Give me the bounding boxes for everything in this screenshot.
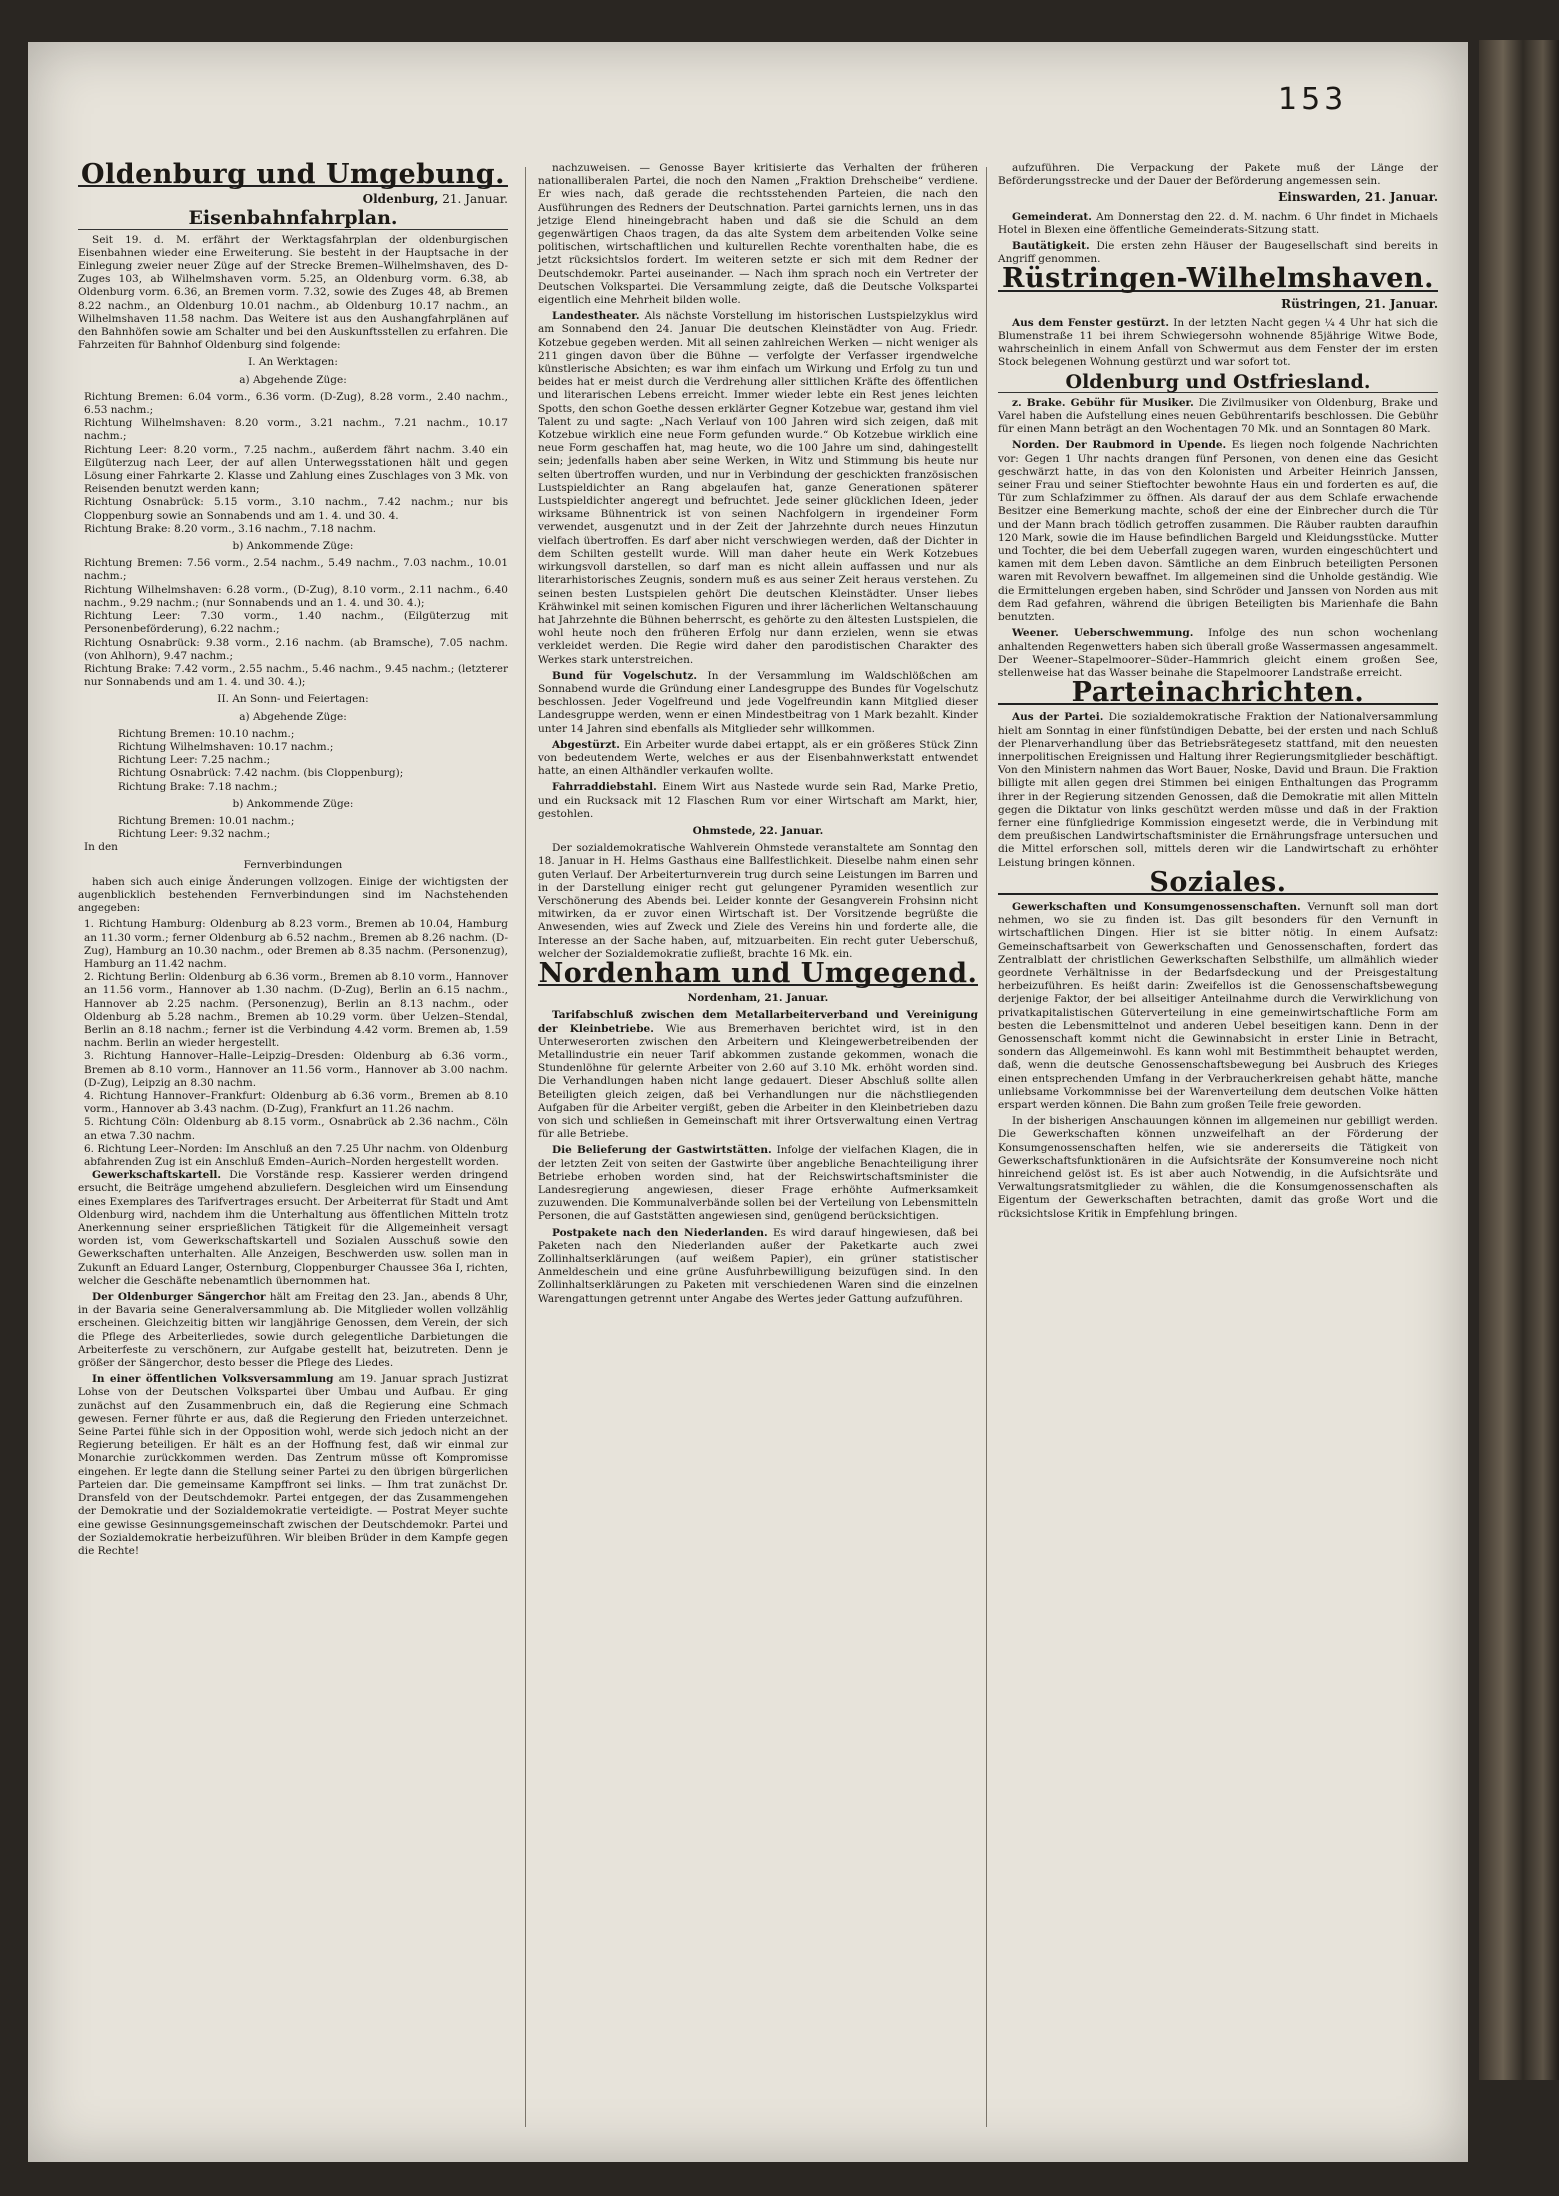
article-paragraph: [998, 317, 1438, 370]
article-body: Die sozialdemokratische Fraktion der Nationalversammlung hielt am Sonntag in einer fünfstündigen Debatte, bei der ersten und nach Schluß der Plenarverhandlung über das Betriebsrätegesetz stattfand, mit den neuesten innerpolitischen Ereignissen und Haltung ihrer Regierungsmitglieder beschäftigt. Von den Ministern nahmen das Wort Bauer, Noske, David und Braun. Die Fraktion billigte mit allen gegen drei Stimmen bei einigen Enthaltungen das Programm ihrer in der Regierung sitzenden Genossen, daß die Demokratie mit allen Mitteln gegen die Diktatur von links geschützt werden müsse und daß in der Fraktion ferner eine fünfgliedrige Kommission eingesetzt werde, die in Verbindung mit dem preußischen Landwirtschaftsminister die Ernährungsfrage untersuchen und die Mittel erforschen soll, mittels deren wir die Landwirtschaft zu erhöhter Leistung bringen können.: [998, 711, 1438, 869]
timetable-line: Richtung Leer: 9.32 nachm.;: [118, 828, 271, 841]
article-paragraph: [538, 1144, 978, 1223]
column-left: [78, 159, 509, 1561]
article-paragraph: [538, 310, 978, 666]
article-paragraph: [998, 627, 1438, 680]
article-body: Am Donnerstag den 22. d. M. nachm. 6 Uhr findet in Michaels Hotel in Blexen eine öffentliche Gemeinderats-Sitzung statt.: [998, 210, 1438, 236]
article-paragraph: [538, 739, 978, 779]
timetable-line: Richtung Wilhelmshaven: 6.28 vorm., (D-Zug), 8.10 vorm., 2.11 nachm., 6.40 nachm., 9.29 nachm.; (nur Sonnabends und an 1. 4. und 30. 4.);: [84, 583, 508, 609]
section-heading: Rüstringen-Wilhelmshaven.: [998, 272, 1438, 291]
section-heading: Nordenham und Umgegend.: [538, 957, 978, 989]
timetable-line: Richtung Leer: 7.25 nachm.;: [118, 754, 271, 767]
article-body: am 19. Januar sprach Justizrat Lohse von der Deutschen Volkspartei über Umbau und Aufbau. Er ging zunächst auf den Zusammenbruch ein, daß die Regierung eine Schmach gewesen. Ferner führte er aus, daß die Regierung den Frieden unterzeichnet. Seine Partei fühle sich in der Opposition wohl, werde sich jedoch nicht an der Regierung beteiligen. Er hält es an der Hoffnung fest, daß wir einmal zur Monarchie zurückkommen werden. Das Zentrum müsse oft Kompromisse eingehen. Er legte dann die Stellung seiner Partei zu den übrigen bürgerlichen Parteien dar. Die gemeinsame Kampffront sei links. — Ihm trat zunächst Dr. Dransfeld von der Deutschdemokr. Partei entgegen, der das Zusammengehen der Demokratie und der Sozialdemokratie verteidigte. — Postrat Meyer suchte eine gewisse Gesinnungsgemeinschaft zwischen der Deutschdemokr. Partei und der Sozialdemokratie herbeizuführen. Wir bleiben Brüder in dem Kampfe gegen die Rechte!: [78, 1373, 509, 1557]
article-body: Die ersten zehn Häuser der Baugesellschaft sind bereits in Angriff genommen.: [998, 240, 1438, 266]
dateline: [998, 191, 1438, 204]
section-heading: Parteinachrichten.: [998, 686, 1438, 705]
timetable-line: Richtung Osnabrück: 9.38 vorm., 2.16 nachm. (ab Bramsche), 7.05 nachm. (von Ahlhorn), 9.47 nachm.;: [84, 636, 508, 662]
article-paragraph: Der sozialdemokratische Wahlverein Ohmstede veranstaltete am Sonntag den 18. Januar in H. Helms Gasthaus eine Ballfestlichkeit. Dieselbe nahm einen sehr guten Verlauf. Der Arbeiterturnverein trug durch seine Leistungen im Barren und in der Darstellung einiger recht gut gelungener Pyramiden wesentlich zur Verschönerung des Abends bei. Leider konnte der Gesangverein Frohsinn nicht mitwirken, da er zuvor einen Wirtschaft ist. Der Vorsitzende begrüßte die Anwesenden, wies auf Zweck und Ziele des Vereins hin und forderte alle, die Interesse an der Sache haben, auf, mitzuarbeiten. Ein recht guter Ueberschuß, welcher der Sozialdemokratie zufließt, brachte 16 Mk. ein.: [538, 842, 978, 960]
sub-heading: I. An Werktagen:: [248, 356, 338, 369]
dateline-place: Oldenburg,: [362, 192, 439, 207]
timetable-line: Richtung Osnabrück: 5.15 vorm., 3.10 nachm., 7.42 nachm.; nur bis Cloppenburg sowie an Sonnabends und am 1. 4. und 30. 4.: [84, 496, 508, 522]
column-right: [998, 162, 1438, 1224]
dateline: [78, 193, 508, 206]
timetable-line: Richtung Leer: 7.30 vorm., 1.40 nachm., (Eilgüterzug mit Personenbeförderung), 6.22 nachm.;: [84, 610, 508, 636]
article-lead: In einer öffentlichen Volksversammlung: [92, 1373, 334, 1386]
article-paragraph: nachzuweisen. — Genosse Bayer kritisierte das Verhalten der früheren nationalliberalen Partei, die noch den Namen „Fraktion Drehscheibe“ verdiene. Er wies nach, daß gerade die rechtsstehenden Parteien, die nach den Ausführungen des Redners der Deutschnation. Partei garnichts lernen, uns in das jetzige Elend hineingebracht haben und daß sie die Schuld an dem gegenwärtigen Chaos tragen, da das alte System dem arbeitenden Volke seine politischen, wirtschaftlichen und kulturellen Rechte vorenthalten habe, die es jetzt rücksichtslos fordert. Im weiteren setzte er sich mit dem Redner der Deutschdemokr. Partei auseinander. — Nach ihm sprach noch ein Vertreter der Deutschen Volkspartei. Die Versammlung zeigte, daß die Deutsche Volkspartei eigentlich eine Mehrheit bilden wolle.: [538, 162, 978, 307]
sub-heading: a) Abgehende Züge:: [239, 710, 347, 723]
article-lead: Landestheater.: [552, 310, 640, 323]
timetable-line: Richtung Bremen: 10.10 nachm.;: [118, 727, 295, 740]
text-line: In den: [84, 841, 118, 854]
article-body: Die Zivilmusiker von Oldenburg, Brake und Varel haben die Aufstellung eines neuen Gebührentarifs beschlossen. Die Gebühr für einen Mann beträgt an den Wochentagen 70 Mk. und an Sonntagen 80 Mark.: [998, 396, 1439, 436]
timetable-line: Richtung Brake: 7.42 vorm., 2.55 nachm., 5.46 nachm., 9.45 nachm.; (letzterer nur Sonnabends und am 1. 4. und 30. 4.);: [84, 662, 508, 689]
article-heading: Eisenbahnfahrplan.: [78, 212, 508, 229]
connection-entry: 3. Richtung Hannover–Halle–Leipzig–Dresden: Oldenburg ab 6.36 vorm., Bremen ab 8.10 vorm., Hannover an 11.56 vorm., Hannover ab 3.00 nachm. (D-Zug), Leipzig an 8.30 nachm.: [84, 1050, 508, 1089]
section-heading: Soziales.: [998, 876, 1438, 895]
article-paragraph: aufzuführen. Die Verpackung der Pakete muß der Länge der Beförderungsstrecke und der Dauer der Beförderung angemessen sein.: [998, 162, 1438, 188]
sub-heading: b) Ankommende Züge:: [232, 797, 354, 810]
connection-entry: 4. Richtung Hannover–Frankfurt: Oldenburg ab 6.36 vorm., Bremen ab 8.10 vorm., Hannover ab 3.43 nachm. (D-Zug), Frankfurt an 11.26 nachm.: [84, 1090, 508, 1116]
article-paragraph: [538, 670, 978, 736]
article-paragraph: [538, 1009, 978, 1141]
article-body: In der Versammlung im Waldschlößchen am Sonnabend wurde die Gründung einer Landesgruppe des Bundes für Vogelschutz beschlossen. Jeder Vogelfreund und jede Vogelfreundin kann Mitglied dieser Landesgruppe werden, wenn er einen Mindestbeitrag von 1 Mark bezahlt. Kinder unter 14 Jahren sind ebenfalls als Mitglieder sehr willkommen.: [538, 669, 979, 735]
timetable-line: Richtung Bremen: 10.01 nachm.;: [118, 814, 295, 827]
article-body: Wie aus Bremerhaven berichtet wird, ist in den Unterweserorten zwischen den Arbeitern und Kleingewerbetreibenden der Metallindustrie ein neuer Tarif abkommen zustande gekommen, wonach die Stundenlöhne für gelernte Arbeiter von 2.60 auf 3.10 Mk. erhöht worden sind. Die Verhandlungen haben nicht lange gedauert. Dieser Abschluß sollte allen Beteiligten gleich zeigen, daß bei Verhandlungen nur die nächstliegenden Aufgaben für die Arbeiter vergißt, geben die Arbeiter in den Kleinbetrieben dazu von sich und schließen in Gemeinschaft mit ihrer Ortsverwaltung einen Vertrag für alle Betriebe.: [538, 1022, 978, 1141]
article-lead: Aus der Partei.: [1012, 711, 1104, 724]
article-lead: Fahrraddiebstahl.: [552, 781, 657, 794]
section-heading: Oldenburg und Umgebung.: [78, 168, 508, 187]
article-lead: Weener. Ueberschwemmung.: [1012, 627, 1194, 640]
article-body: In der letzten Nacht gegen ¼ 4 Uhr hat sich die Blumenstraße 11 bei ihrem Schwiegersohn wohnende 85jährige Witwe Bode, wahrscheinlich in einem Anfall von Schwermut aus dem Fenster der im ersten Stock belegenen Wohnung gestürzt und war sofort tot.: [998, 316, 1438, 369]
dateline-text: Einswarden, 21. Januar.: [1278, 190, 1438, 205]
article-lead: Abgestürzt.: [552, 738, 620, 751]
connection-entry: 6. Richtung Leer–Norden: Im Anschluß an den 7.25 Uhr nachm. von Oldenburg abfahrenden Zug ist ein Anschluß Emden–Aurich–Norden hergestellt worden.: [84, 1142, 508, 1169]
dateline: [538, 825, 978, 838]
article-paragraph: [998, 211, 1438, 237]
column-center: [538, 162, 978, 1309]
timetable-line: Richtung Bremen: 6.04 vorm., 6.36 vorm. (D-Zug), 8.28 vorm., 2.40 nachm., 6.53 nachm.;: [84, 390, 508, 417]
dateline: [998, 298, 1438, 311]
article-paragraph: [538, 1227, 978, 1306]
article-lead: Postpakete nach den Niederlanden.: [552, 1226, 768, 1239]
article-lead: z. Brake. Gebühr für Musiker.: [1012, 396, 1194, 409]
column-rule: [525, 167, 526, 2127]
article-lead: Norden. Der Raubmord in Upende.: [1012, 439, 1227, 452]
sub-heading: Fernverbindungen: [243, 858, 343, 871]
article-body: hält am Freitag den 23. Jan., abends 8 Uhr, in der Bavaria seine Generalversammlung ab. Die Mitglieder wollen vollzählig erscheinen. Gleichzeitig bitten wir langjährige Genossen, dem Verein, der sich die Pflege des Arbeiterliedes, sowie durch gelegentliche Darbietungen die Arbeiterfeste zu verschönern, zur Aufgabe gestellt hat, beizutreten. Denn je größer der Sängerchor, desto besser die Pflege des Liedes.: [78, 1291, 509, 1370]
article-lead: Der Oldenburger Sängerchor: [92, 1291, 266, 1304]
article-body: Die Vorstände resp. Kassierer werden dringend ersucht, die Beiträge umgehend abzuliefern. Desgleichen wird um Einsendung eines Exemplares des Tarifvertrages ersucht. Der Arbeiterrat für Stadt und Amt Oldenburg wird, nachdem ihm die Unterhaltung aus öffentlichen Mitteln trotz Anerkennung seiner ersprießlichen Tätigkeit für die Allgemeinheit versagt worden ist, vom Gewerkschaftskartell und Sozialen Ausschuß sowie den Gewerkschaften unterhalten. Alle Anzeigen, Beschwerden usw. sollen man in Zukunft an Eduard Langer, Osternburg, Cloppenburger Chaussee 36a I, richten, welcher die Geschäfte nebenamtlich übernommen hat.: [78, 1169, 508, 1287]
article-paragraph: [998, 397, 1438, 437]
article-body: Es liegen noch folgende Nachrichten vor: Gegen 1 Uhr nachts drangen fünf Personen, von denen eine das Gesicht geschwärzt hatte, in das von den Kolonisten und Arbeiter Heinrich Janssen, seiner Frau und seiner Stieftochter bewohnte Haus ein und forderten es auf, die Tür zum Schlafzimmer zu öffnen. Als darauf der aus dem Schlafe erwachende Besitzer eine Bemerkung machte, schoß der eine der Einbrecher durch die Tür und der Mann brach tödlich getroffen zusammen. Die Räuber raubten daraufhin 120 Mark, sowie die im Hause befindlichen Bargeld und Kleidungsstücke. Mutter und Tochter, die bei dem Ueberfall zugegen waren, wurden eingeschüchtert und kamen mit dem Leben davon. Sämtliche an dem Einbruch beteiligten Personen waren mit Revolvern bewaffnet. Im allgemeinen sind die Unholde geständig. Wie die Ermittelungen ergeben haben, sind Schröder und Janssen von Norden aus mit dem Rad gefahren, während die übrigen Beteiligten bis Marienhafe die Bahn benutzten.: [998, 439, 1439, 624]
timetable-line: Richtung Brake: 7.18 nachm.;: [118, 780, 278, 793]
article-paragraph: [998, 901, 1438, 1112]
dateline-date: 21. Januar.: [442, 192, 508, 207]
timetable-line: Richtung Osnabrück: 7.42 nachm. (bis Cloppenburg);: [118, 767, 404, 780]
article-body: Vernunft soll man dort nehmen, wo sie zu finden ist. Das gilt besonders für den Vernunft in wirtschaftlichen Dingen. Hier ist sie bitter nötig. In einem Aufsatz: Gemeinschaftsarbeit von Gewerkschaften und Genossenschaften, fordert das Zentralblatt der christlichen Gewerkschaften Selbsthilfe, um allmählich wieder geordnete Verhältnisse in der Bedarfsdeckung und der Preisgestaltung herbeizuführen. Es heißt darin: Zweifellos ist die Genossenschaftsbewegung derjenige Faktor, der bei allseitiger Anteilnahme durch die Verwirklichung von privatkapitalistischen Güterverteilung in eine gemeinwirtschaftliche Form am besten die Lebensmittelnot und anderen Uebel beseitigen kann. Denn in der Genossenschaft kommt nicht die Gewinnabsicht in erster Linie in Betracht, sondern das Allgemeinwohl. Es kann wohl mit Bestimmtheit behauptet werden, daß, wenn die deutsche Genossenschaftsbewegung bei Ausbruch des Krieges einen entsprechenden Umfang in der Verbraucherkreisen gehabt hätte, manche unliebsame Vorkommnisse bei der Warenverteilung dem deutschen Volke hätten erspart werden können. Die Bahn zum großen Teile freie geworden.: [998, 900, 1438, 1111]
article-body: Infolge des nun schon wochenlang anhaltenden Regenwetters haben sich überall große Wassermassen angesammelt. Der Weener–Stapelmoorer–Süder–Hammrich gleicht einem großen See, stellenweise hat das Wasser beinahe die Stapelmoorer Landstraße erreicht.: [998, 627, 1438, 679]
article-body: Einem Wirt aus Nastede wurde sein Rad, Marke Pretio, und ein Rucksack mit 12 Flaschen Rum vor einer Wirtschaft am Markt, hier, gestohlen.: [538, 781, 978, 820]
timetable-line: Richtung Wilhelmshaven: 8.20 vorm., 3.21 nachm., 7.21 nachm., 10.17 nachm.;: [84, 417, 508, 443]
article-paragraph: haben sich auch einige Änderungen vollzogen. Einige der wichtigsten der augenblicklich bestehenden Fernverbindungen sind im Nachstehenden angegeben:: [78, 875, 508, 915]
timetable-line: Richtung Brake: 8.20 vorm., 3.16 nachm., 7.18 nachm.: [84, 522, 377, 535]
sub-heading: II. An Sonn- und Feiertagen:: [217, 693, 369, 706]
column-rule: [986, 167, 987, 2127]
article-body: Ein Arbeiter wurde dabei ertappt, als er ein größeres Stück Zinn von bedeutendem Werte, welches er aus der Eisenbahnwerkstatt entwendet hatte, an einen Althändler verkaufen wollte.: [538, 738, 978, 778]
article-lead: Gemeinderat.: [1012, 210, 1092, 223]
timetable-line: Richtung Leer: 8.20 vorm., 7.25 nachm., außerdem fährt nachm. 3.40 ein Eilgüterzug nach Leer, der auf allen Unterwegsstationen hält und gegen Lösung einer Fahrkarte 2. Klasse und Zahlung eines Zuschlages von 3 Mk. von Reisenden benutzt werden kann;: [84, 443, 508, 496]
section-heading: Oldenburg und Ostfriesland.: [998, 376, 1438, 393]
connection-entry: 2. Richtung Berlin: Oldenburg ab 6.36 vorm., Bremen ab 8.10 vorm., Hannover an 11.56 vorm., Hannover ab 1.30 nachm. (D-Zug), Berlin an 6.15 nachm., Hannover ab 2.25 nachm. (Personenzug), Berlin an 8.13 nachm., oder Oldenburg ab 5.28 nachm., Bremen ab 10.29 vorm. über Uelzen–Stendal, Berlin an 8.18 nachm.; ferner ist die Verbindung 4.42 vorm. Bremen ab, 1.59 nachm. Berlin an wieder hergestellt.: [84, 971, 508, 1050]
article-paragraph: Seit 19. d. M. erfährt der Werktagsfahrplan der oldenburgischen Eisenbahnen wieder eine Erweiterung. Sie besteht in der Hauptsache in der Einlegung zweier neuer Züge auf der Strecke Bremen–Wilhelmshaven, des D-Zuges 103, ab Wilhelmshaven vorm. 5.25, an Oldenburg vorm. 6.38, ab Oldenburg vorm. 6.36, an Bremen vorm. 7.32, sowie des Zuges 48, ab Bremen 8.22 nachm., an Oldenburg 10.01 nachm., ab Oldenburg 10.17 nachm., an Wilhelmshaven 11.58 nachm. Das Weitere ist aus den Aushangfahrplänen auf den Bahnhöfen sowie am Schalter und bei den Auskunftsstellen zu erfahren. Die Fahrzeiten für Bahnhof Oldenburg sind folgende:: [78, 233, 508, 352]
article-paragraph: [538, 781, 978, 821]
article-lead: Gewerkschaftskartell.: [92, 1169, 221, 1182]
timetable-line: Richtung Wilhelmshaven: 10.17 nachm.;: [118, 740, 334, 753]
timetable-line: Richtung Bremen: 7.56 vorm., 2.54 nachm., 5.49 nachm., 7.03 nachm., 10.01 nachm.;: [84, 557, 508, 583]
page-number: 153: [1278, 82, 1348, 117]
article-lead: Bautätigkeit.: [1012, 240, 1090, 253]
article-paragraph: [78, 1169, 508, 1288]
article-lead: Gewerkschaften und Konsumgenossenschaften.: [1012, 900, 1301, 913]
connection-entry: 1. Richtung Hamburg: Oldenburg ab 8.23 vorm., Bremen ab 10.04, Hamburg an 11.30 vorm.; ferner Oldenburg ab 6.52 nachm., Bremen ab 8.26 nachm. (D-Zug), Hamburg an 10.30 nachm., oder Bremen ab 8.35 nachm. (Personenzug), Hamburg an 11.42 nachm.: [84, 918, 508, 970]
article-lead: Aus dem Fenster gestürzt.: [1012, 316, 1169, 329]
sub-heading: b) Ankommende Züge:: [232, 540, 354, 553]
article-paragraph: [78, 1373, 508, 1558]
article-body: Als nächste Vorstellung im historischen Lustspielzyklus wird am Sonnabend den 24. Januar Die deutschen Kleinstädter von Aug. Friedr. Kotzebue gegeben werden. Mit all seinen zahlreichen Werken — nicht weniger als 211 gingen davon über die Bühne — verfolgte der Verfasser irgendwelche künstlerische Absichten; es war ihm einfach um Wirkung und Erfolg zu tun und beides hat er meist durch die Verdrehung aller sittlichen Kräfte des öffentlichen und literarischen Lebens erreicht. Immer wieder lebte ein Rest jenes leichten Spotts, den schon Goethe dessen erklärter Gegner Kotzebue war, gestand ihm viel Talent zu und sagte: „Nach Verlauf von 100 Jahren wird sich zeigen, daß mit Kotzebue wirklich eine neue Form gefunden wurde.“ Ob Kotzebue wirklich eine neue Form geschaffen hat, mag heute, wo die 100 Jahre um sind, dahingestellt sein; jedenfalls haben aber seine Werken, in Witz und Stimmung bis heute nur selten übertroffen wurden, und nur in Verbindung der geschickten französischen Lustspieldichter an Rang abgelaufen hat, ganze Generationen späterer Lustspieldichter angeregt und befruchtet. Jede seiner glücklichen Ideen, jeder wirksame Bühnentrick ist von seinen Nachfolgern in irgendeiner Form verwendet, ausgenutzt und in der Zeit der Jahrzehnte durch neues Hinzutun vielfach übertroffen. Es darf aber nicht verschwiegen werden, daß der Dichter in dem Schilten gestellt wurde. Will man daher heute ein Werk Kotzebues wirkungsvoll darstellen, so darf man es nicht allein auffassen und nur als literarhistorisches Zeugnis, sondern muß es aus seiner Zeit heraus verstehen. Zu seinen besten Lustspielen gehört Die deutschen Kleinstädter. Unser liebes Krähwinkel mit seinen komischen Figuren und ihrer lächerlichen Weltanschauung hat Jahrzehnte die Bühnen beherrscht, es gehörte zu den ältesten Lustspielen, die wohl heute noch den früheren Erfolg nur dann erzielen, wenn sie etwas verkleidet werden. Die Regie wird daher den parodistischen Charakter des Werkes stark unterstreichen.: [538, 310, 978, 666]
article-lead: Bund für Vogelschutz.: [552, 669, 698, 682]
dateline-text: Rüstringen, 21. Januar.: [1281, 296, 1438, 311]
dateline: [538, 992, 978, 1005]
article-paragraph: [998, 711, 1438, 869]
connection-entry: 5. Richtung Cöln: Oldenburg ab 8.15 vorm., Osnabrück ab 2.36 nachm., Cöln an etwa 7.30 nachm.: [84, 1116, 508, 1142]
sub-heading: a) Abgehende Züge:: [239, 373, 347, 386]
article-body: Es wird darauf hingewiesen, daß bei Paketen nach den Niederlanden außer der Paketkarte auch zwei Zollinhaltserklärungen (auf weißem Papier), ein grüner statistischer Anmeldeschein und eine grüne Ausfuhrbewilligung beizufügen sind. In den Zollinhaltserklärungen zu Paketen mit verschiedenen Waren sind die einzelnen Warengattungen getrennt unter Angabe des Wertes jeder Gattung aufzuführen.: [538, 1226, 978, 1305]
dateline-text: Nordenham, 21. Januar.: [687, 992, 829, 1005]
article-body: Infolge der vielfachen Klagen, die in der letzten Zeit von seiten der Gastwirte über angebliche Benachteiligung ihrer Betriebe erhoben worden sind, hat der Reichswirtschaftsminister die Landesregierung angewiesen, dieser Frage erhöhte Aufmerksamkeit zuzuwenden. Die Kommunalverbände sollen bei der Verteilung von Lebensmitteln Personen, die auf Gaststätten angewiesen sind, genügend berücksichtigen.: [538, 1144, 978, 1223]
article-paragraph: [78, 1291, 508, 1370]
article-paragraph: In der bisherigen Anschauungen können im allgemeinen nur gebilligt werden. Die Gewerkschaften können unzweifelhaft an der Förderung der Konsumgenossenschaften helfen, wie sie andererseits die Tätigkeit von Gewerkschaftsfunktionären in die Aufsichtsräte der Konsumvereine noch nicht hinreichend gelöst ist. Es ist aber auch Notwendig, in die Aufsichtsräte und Verwaltungsratsmitglieder zu wählen, die die Konsumgenossenschaften als Eigentum der Gewerkschaften betrachten, damit das große Wort und die rücksichtslose Kritik in Empfehlung bringen.: [998, 1115, 1438, 1220]
article-paragraph: [998, 439, 1438, 624]
dateline-text: Ohmstede, 22. Januar.: [692, 824, 824, 837]
newspaper-page: [28, 42, 1468, 2162]
article-lead: Die Belieferung der Gastwirtstätten.: [552, 1144, 772, 1157]
article-lead: Tarifabschluß zwischen dem Metallarbeiterverband und Vereinigung der Kleinbetriebe.: [538, 1009, 978, 1035]
book-spine: [1479, 40, 1559, 2080]
